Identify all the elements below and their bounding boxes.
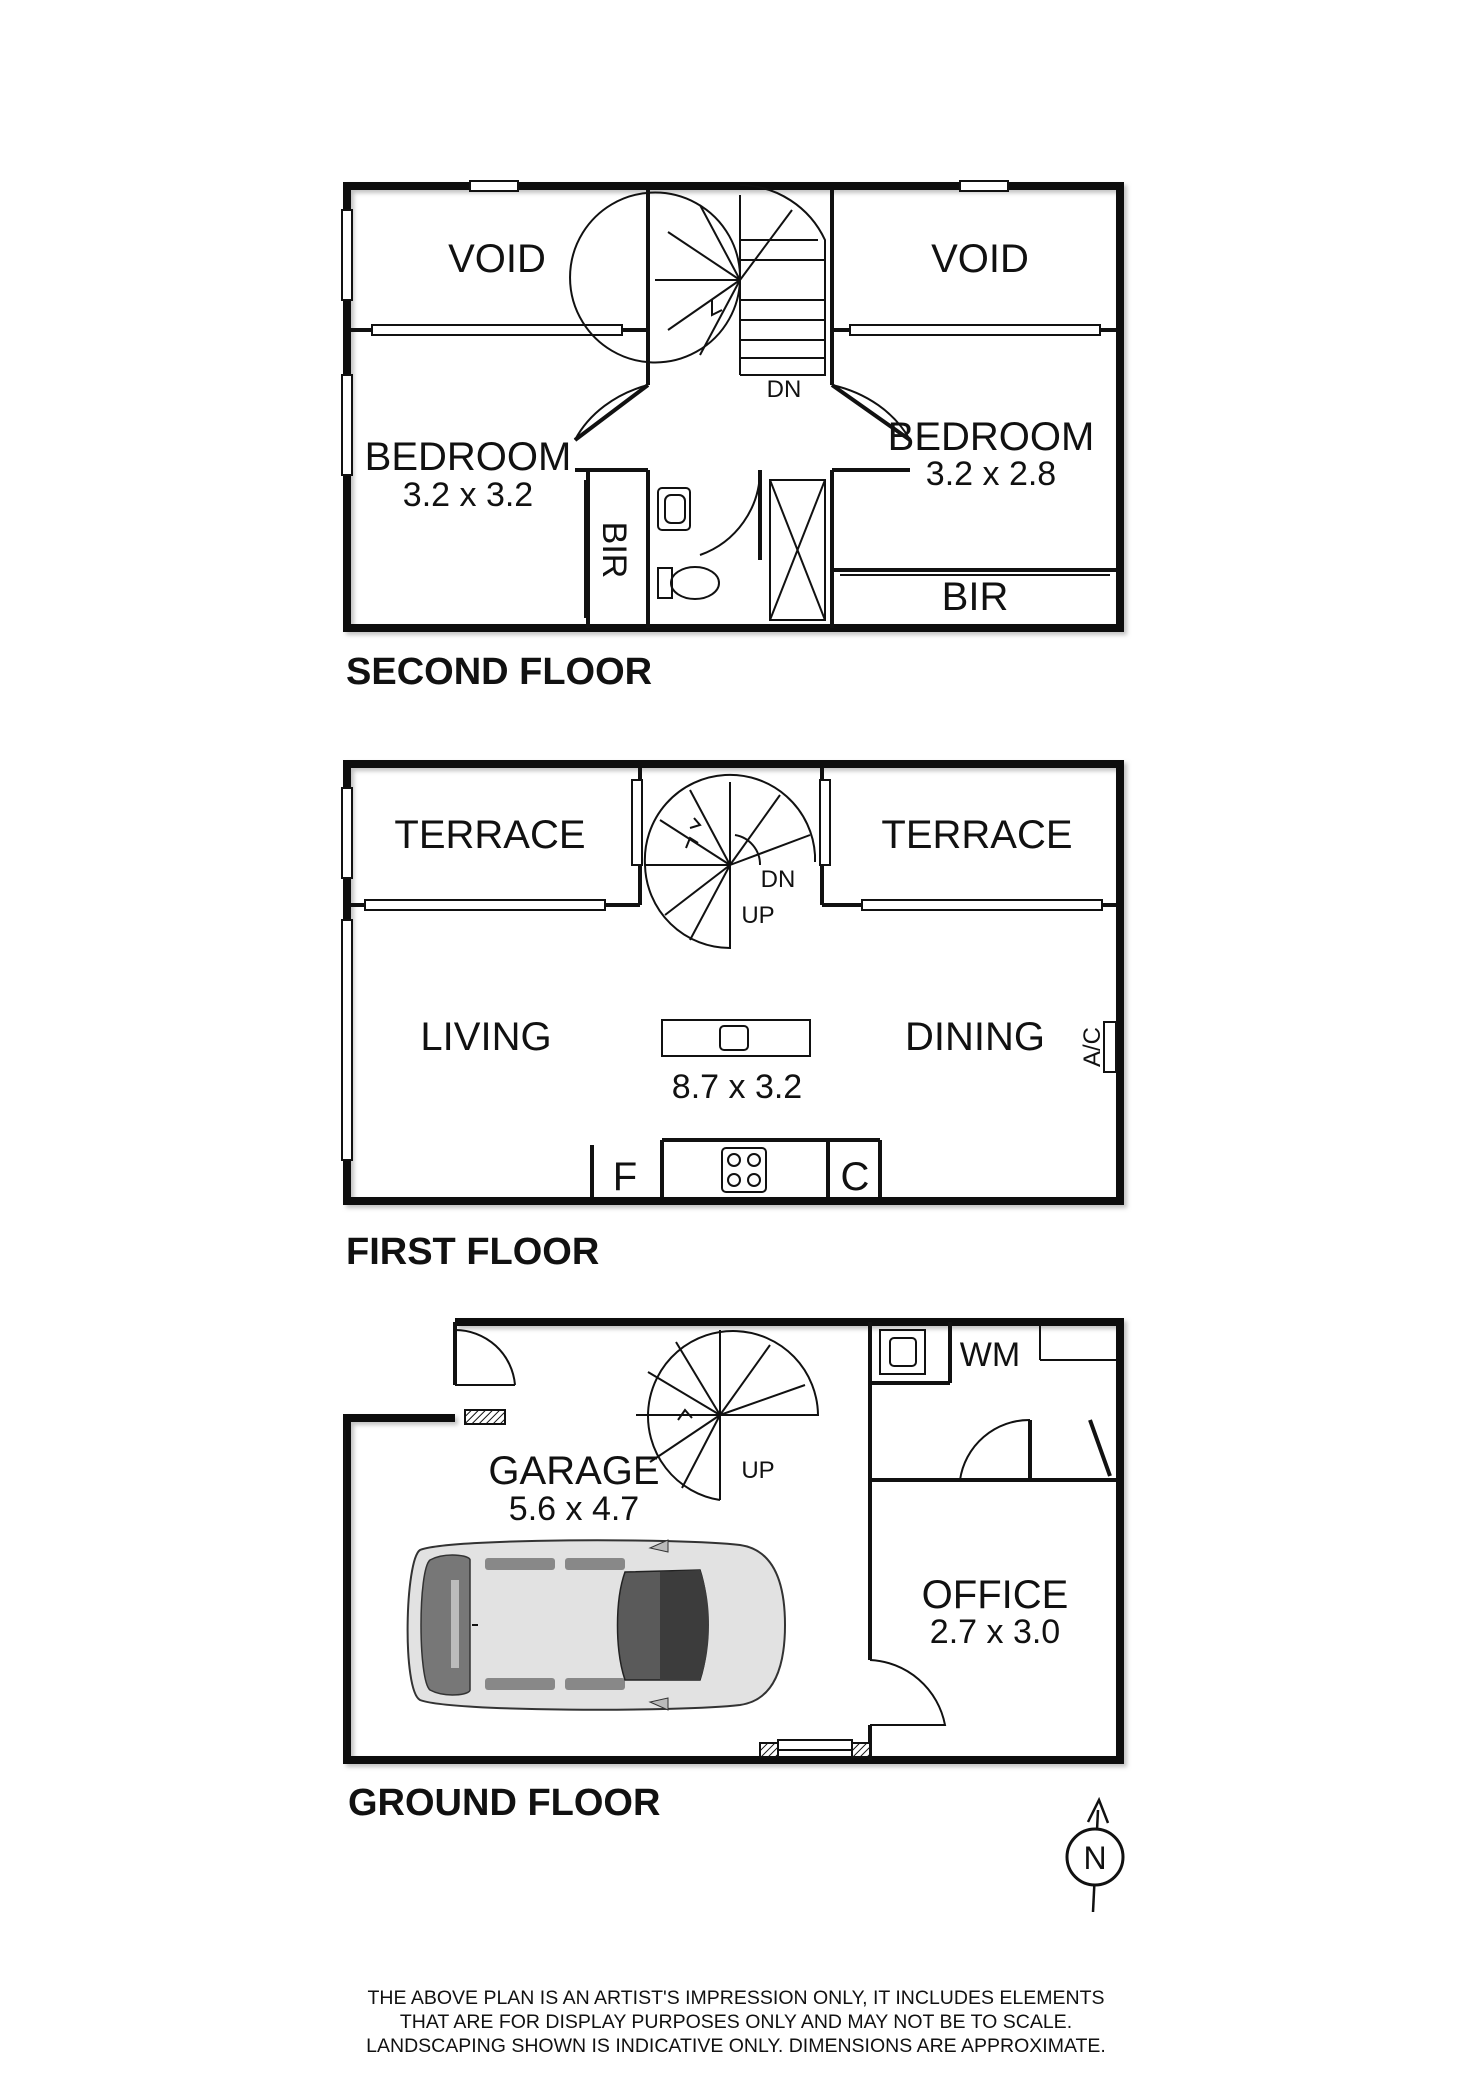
disclaimer-line-2: THAT ARE FOR DISPLAY PURPOSES ONLY AND MAY NOT BE TO SCALE. xyxy=(399,2011,1073,2033)
stair-label-up-first: UP xyxy=(741,902,775,929)
car-icon xyxy=(408,1540,785,1710)
room-label-ac: A/C xyxy=(1079,1026,1106,1068)
room-size-office: 2.7 x 3.0 xyxy=(929,1613,1061,1651)
stair-label-dn-second: DN xyxy=(766,376,802,403)
cooktop-icon xyxy=(722,1148,766,1192)
stair-label-dn-first: DN xyxy=(760,866,796,893)
ground-floor xyxy=(345,1322,1120,1760)
compass-label: N xyxy=(1083,1840,1107,1876)
room-label-living: LIVING xyxy=(420,1015,552,1059)
stair-label-up-ground: UP xyxy=(741,1457,775,1484)
disclaimer xyxy=(366,1987,1106,2057)
room-label-bedroom-left: BEDROOM xyxy=(364,435,572,479)
room-label-void-right: VOID xyxy=(931,237,1029,281)
room-label-void-left: VOID xyxy=(448,237,546,281)
spiral-stair-icon xyxy=(645,775,815,948)
spiral-stair-icon xyxy=(636,1330,818,1500)
room-label-bir-right: BIR xyxy=(941,575,1009,619)
disclaimer-line-3: LANDSCAPING SHOWN IS INDICATIVE ONLY. DIMENSIONS ARE APPROXIMATE. xyxy=(366,2035,1106,2057)
room-size-living-dining: 8.7 x 3.2 xyxy=(671,1068,803,1106)
room-label-dining: DINING xyxy=(905,1015,1045,1059)
room-label-laundry: WM xyxy=(959,1336,1021,1374)
room-label-fridge: F xyxy=(612,1155,638,1199)
room-size-garage: 5.6 x 4.7 xyxy=(508,1490,640,1528)
floor-title-second: SECOND FLOOR xyxy=(346,651,653,693)
room-label-bedroom-right: BEDROOM xyxy=(887,415,1095,459)
room-label-office: OFFICE xyxy=(921,1573,1069,1617)
room-label-garage: GARAGE xyxy=(488,1449,660,1493)
floor-title-ground: GROUND FLOOR xyxy=(348,1782,661,1824)
room-label-bir-left: BIR xyxy=(595,521,633,579)
room-label-terrace-right: TERRACE xyxy=(881,813,1073,857)
disclaimer-line-1: THE ABOVE PLAN IS AN ARTIST'S IMPRESSION ONLY, IT INCLUDES ELEMENTS xyxy=(367,1987,1105,2009)
floor-title-first: FIRST FLOOR xyxy=(346,1231,600,1273)
room-size-bedroom-right: 3.2 x 2.8 xyxy=(925,455,1057,493)
room-size-bedroom-left: 3.2 x 3.2 xyxy=(402,476,534,514)
room-label-terrace-left: TERRACE xyxy=(394,813,586,857)
room-label-cupboard: C xyxy=(840,1155,870,1199)
spiral-stair-icon xyxy=(570,185,825,375)
